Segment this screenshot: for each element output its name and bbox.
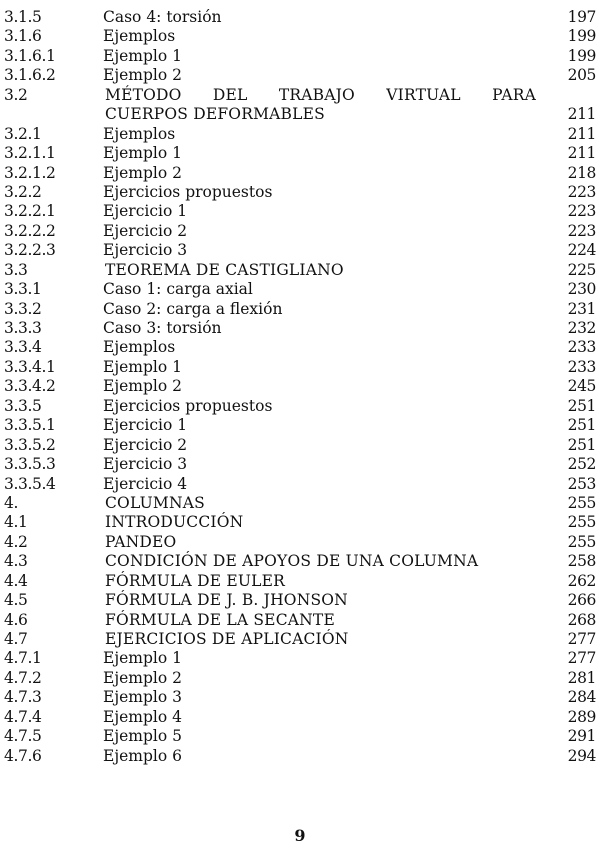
- toc-entry-number: 3.3.4.1: [4, 357, 56, 376]
- toc-entry-page: 223: [567, 182, 596, 201]
- toc-entry-title: Ejemplo 1: [103, 357, 182, 376]
- toc-entry: [4, 300, 596, 319]
- toc-entry: [4, 144, 596, 163]
- toc-entry-page: 266: [567, 591, 596, 610]
- toc-entry: [4, 552, 596, 571]
- page-number: 9: [294, 826, 306, 845]
- toc-entry: [4, 727, 596, 746]
- toc-entry: [4, 747, 596, 766]
- toc-entry: [4, 494, 596, 513]
- toc-entry-number: 3.2: [4, 85, 28, 104]
- toc-entry-page: 251: [567, 416, 596, 435]
- toc-entry-title: Ejemplo 2: [103, 66, 182, 85]
- table-of-contents: [4, 8, 596, 766]
- toc-entry-number: 4.2: [4, 532, 28, 551]
- toc-entry-title: CUERPOS DEFORMABLES: [105, 105, 325, 124]
- toc-entry-page: 199: [567, 46, 596, 65]
- toc-entry: [4, 86, 596, 105]
- toc-entry-page: 223: [567, 221, 596, 240]
- toc-entry-number: 3.3.5: [4, 396, 42, 415]
- toc-entry: [4, 688, 596, 707]
- toc-entry-number: 3.1.6.2: [4, 66, 56, 85]
- toc-entry-continuation: [4, 105, 596, 124]
- toc-entry: [4, 513, 596, 532]
- toc-entry-number: 3.3.4: [4, 338, 42, 357]
- toc-entry-title: Ejemplo 2: [103, 163, 182, 182]
- toc-entry-page: 245: [567, 377, 596, 396]
- toc-entry-page: 255: [567, 513, 596, 532]
- toc-entry: [4, 377, 596, 396]
- toc-entry-page: 225: [567, 260, 596, 279]
- toc-entry-title: Ejercicio 2: [103, 435, 188, 454]
- toc-entry: [4, 669, 596, 688]
- toc-entry-number: 4.7.4: [4, 707, 42, 726]
- toc-entry-title: PANDEO: [105, 532, 177, 551]
- toc-entry-number: 3.1.6: [4, 27, 42, 46]
- toc-entry-page: 251: [567, 435, 596, 454]
- toc-entry-number: 3.3: [4, 260, 28, 279]
- toc-entry-number: 4.3: [4, 552, 28, 571]
- toc-entry-title: Ejemplos: [103, 27, 176, 46]
- toc-entry-number: 4.6: [4, 610, 28, 629]
- toc-entry-title: Ejemplo 2: [103, 668, 182, 687]
- toc-entry-page: 211: [567, 144, 596, 163]
- toc-entry-page: 197: [567, 8, 596, 26]
- toc-entry-number: 4.7.6: [4, 746, 42, 765]
- toc-entry: [4, 241, 596, 260]
- toc-entry-number: 3.1.6.1: [4, 46, 56, 65]
- toc-entry: [4, 436, 596, 455]
- toc-entry-number: 3.3.5.2: [4, 435, 56, 454]
- toc-entry-number: 3.3.1: [4, 280, 42, 299]
- toc-entry-title: Ejercicio 2: [103, 221, 188, 240]
- toc-entry-title: Caso 4: torsión: [103, 8, 222, 26]
- toc-entry-title: Ejercicio 4: [103, 474, 188, 493]
- toc-entry-page: 232: [567, 319, 596, 337]
- toc-entry-page: 211: [567, 124, 596, 143]
- toc-entry-title: Ejemplos: [103, 124, 176, 143]
- toc-entry: [4, 572, 596, 591]
- toc-entry-title: INTRODUCCIÓN: [105, 513, 244, 532]
- toc-entry-page: 251: [567, 396, 596, 415]
- toc-entry-page: 289: [567, 707, 596, 726]
- toc-entry: [4, 591, 596, 610]
- toc-entry: [4, 475, 596, 494]
- toc-entry-page: 199: [567, 27, 596, 46]
- toc-entry-number: 4.4: [4, 571, 28, 590]
- toc-entry: [4, 358, 596, 377]
- toc-entry-page: 281: [567, 668, 596, 687]
- toc-entry: [4, 164, 596, 183]
- toc-entry: [4, 319, 596, 338]
- toc-entry-number: 3.2.1: [4, 124, 42, 143]
- toc-entry-title: Caso 3: torsión: [103, 319, 222, 337]
- toc-entry: [4, 630, 596, 649]
- toc-entry-title: Caso 1: carga axial: [103, 280, 253, 299]
- toc-entry: [4, 533, 596, 552]
- toc-entry-number: 3.2.2.2: [4, 221, 56, 240]
- toc-entry-page: 205: [567, 66, 596, 85]
- toc-entry-title: Ejercicio 3: [103, 241, 188, 260]
- toc-entry-number: 3.2.2.3: [4, 241, 56, 260]
- toc-entry: [4, 183, 596, 202]
- toc-entry: [4, 708, 596, 727]
- toc-entry-title: Ejercicios propuestos: [103, 182, 273, 201]
- toc-entry-title: TEOREMA DE CASTIGLIANO: [105, 260, 344, 279]
- toc-entry-title: COLUMNAS: [105, 493, 205, 512]
- toc-entry-title: Ejemplo 5: [103, 727, 182, 746]
- toc-entry-number: 4.7.2: [4, 668, 42, 687]
- toc-entry-title: Ejemplo 6: [103, 746, 182, 765]
- toc-entry: [4, 455, 596, 474]
- toc-entry-number: 4.: [4, 493, 18, 512]
- toc-entry-title: Ejercicio 1: [103, 416, 188, 435]
- toc-entry-title: Ejercicios propuestos: [103, 396, 273, 415]
- toc-entry-number: 3.2.2: [4, 182, 42, 201]
- toc-entry-title: Ejemplos: [103, 338, 176, 357]
- toc-entry-title: Ejemplo 4: [103, 707, 182, 726]
- toc-entry-title: FÓRMULA DE EULER: [105, 571, 286, 590]
- toc-entry-page: 255: [567, 532, 596, 551]
- toc-entry-page: 277: [567, 649, 596, 668]
- toc-entry-title: Caso 2: carga a flexión: [103, 299, 283, 318]
- toc-entry-page: 277: [567, 630, 596, 648]
- toc-entry: [4, 27, 596, 46]
- toc-entry: [4, 649, 596, 668]
- toc-entry: [4, 202, 596, 221]
- toc-entry-page: 291: [567, 727, 596, 746]
- toc-entry-number: 3.3.5.4: [4, 474, 56, 493]
- toc-entry-number: 3.3.2: [4, 299, 42, 318]
- toc-entry-title: EJERCICIOS DE APLICACIÓN: [105, 630, 349, 648]
- toc-entry-page: 258: [567, 552, 596, 571]
- toc-entry: [4, 261, 596, 280]
- toc-entry-page: 218: [567, 163, 596, 182]
- toc-entry-title: FÓRMULA DE LA SECANTE: [105, 610, 335, 629]
- toc-entry-page: 294: [567, 746, 596, 765]
- toc-entry-title: CONDICIÓN DE APOYOS DE UNA COLUMNA: [105, 552, 479, 571]
- toc-entry-number: 4.7: [4, 630, 28, 648]
- toc-entry: [4, 611, 596, 630]
- toc-entry-title: Ejemplo 1: [103, 46, 182, 65]
- toc-entry-title: Ejemplo 2: [103, 377, 182, 396]
- toc-entry-title: Ejercicio 3: [103, 455, 188, 474]
- toc-entry-number: 4.7.5: [4, 727, 42, 746]
- toc-entry-title: Ejercicio 1: [103, 202, 188, 221]
- toc-entry-page: 233: [567, 338, 596, 357]
- toc-entry-number: 4.7.3: [4, 688, 42, 707]
- toc-entry-page: 224: [567, 241, 596, 260]
- toc-entry-page: 231: [567, 299, 596, 318]
- toc-entry-number: 3.2.1.1: [4, 144, 56, 163]
- toc-entry-page: 253: [567, 474, 596, 493]
- toc-entry-title: Ejemplo 1: [103, 144, 182, 163]
- toc-entry-title: Ejemplo 1: [103, 649, 182, 668]
- toc-entry-number: 4.1: [4, 513, 28, 532]
- toc-entry-page: 233: [567, 357, 596, 376]
- toc-entry-number: 3.3.4.2: [4, 377, 56, 396]
- toc-entry-title: MÉTODO DEL TRABAJO VIRTUAL PARA: [105, 85, 536, 104]
- toc-entry: [4, 338, 596, 357]
- toc-entry-number: 3.2.2.1: [4, 202, 56, 221]
- toc-entry-page: 284: [567, 688, 596, 707]
- toc-entry: [4, 66, 596, 85]
- toc-entry-page: 223: [567, 202, 596, 221]
- toc-entry-number: 3.1.5: [4, 8, 42, 26]
- toc-entry: [4, 222, 596, 241]
- toc-entry: [4, 125, 596, 144]
- toc-entry-number: 3.3.5.1: [4, 416, 56, 435]
- toc-entry-page: 252: [567, 455, 596, 474]
- toc-entry-page: 230: [567, 280, 596, 299]
- toc-entry-number: 4.5: [4, 591, 28, 610]
- toc-entry-title: Ejemplo 3: [103, 688, 182, 707]
- toc-entry-number: 4.7.1: [4, 649, 42, 668]
- toc-entry: [4, 47, 596, 66]
- toc-entry: [4, 8, 596, 27]
- toc-entry: [4, 416, 596, 435]
- toc-entry-page: 262: [567, 571, 596, 590]
- toc-entry-number: 3.3.3: [4, 319, 42, 337]
- toc-entry-title: FÓRMULA DE J. B. JHONSON: [105, 591, 348, 610]
- toc-entry-page: 211: [567, 105, 596, 124]
- toc-entry-page: 255: [567, 493, 596, 512]
- toc-entry-number: 3.2.1.2: [4, 163, 56, 182]
- toc-entry: [4, 397, 596, 416]
- toc-entry-page: 268: [567, 610, 596, 629]
- toc-entry: [4, 280, 596, 299]
- toc-entry-number: 3.3.5.3: [4, 455, 56, 474]
